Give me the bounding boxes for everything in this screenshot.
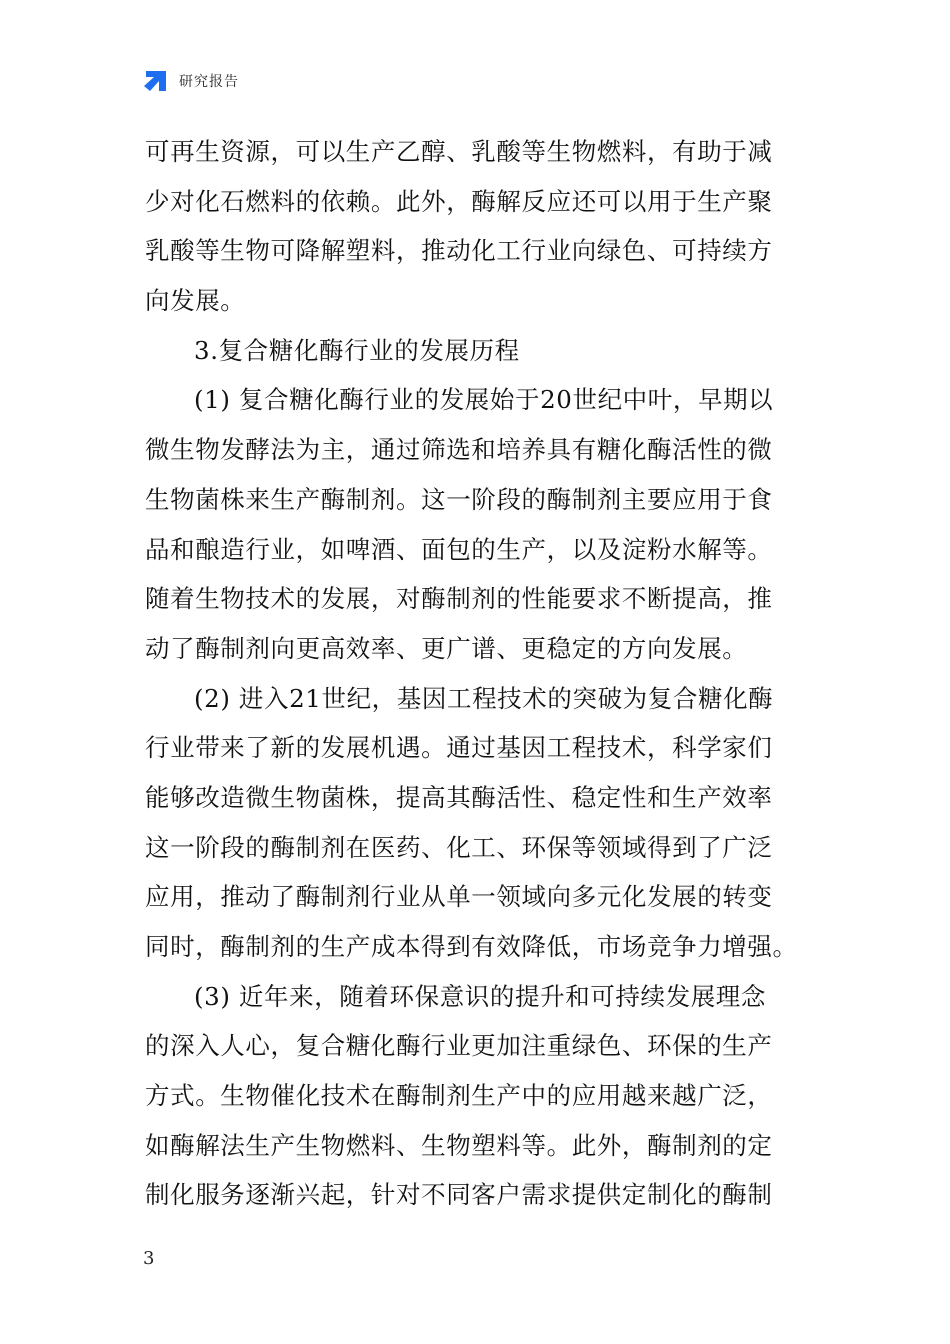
arrow-up-right-logo-icon <box>143 68 169 94</box>
document-body <box>145 127 810 1220</box>
text-line: 行业带来了新的发展机遇。通过基因工程技术，科学家们 <box>145 733 773 763</box>
text-line: 品和酿造行业，如啤酒、面包的生产，以及淀粉水解等。 <box>145 534 773 564</box>
text-line: 向发展。 <box>145 286 246 316</box>
page-number: 3 <box>143 1248 155 1269</box>
paragraph-1-start: (1) 复合糖化酶行业的发展始于20世纪中叶，早期以 <box>194 385 774 415</box>
text-line: 随着生物技术的发展，对酶制剂的性能要求不断提高，推 <box>145 584 773 614</box>
text-line: 微生物发酵法为主，通过筛选和培养具有糖化酶活性的微 <box>145 435 773 465</box>
text-line: 乳酸等生物可降解塑料，推动化工行业向绿色、可持续方 <box>145 236 773 266</box>
text-line: 应用，推动了酶制剂行业从单一领域向多元化发展的转变 <box>145 882 773 912</box>
header-title: 研究报告 <box>179 74 239 90</box>
text-line: 能够改造微生物菌株，提高其酶活性、稳定性和生产效率 <box>145 782 773 812</box>
text-line: 的深入人心，复合糖化酶行业更加注重绿色、环保的生产 <box>145 1031 773 1061</box>
text-line: 同时，酶制剂的生产成本得到有效降低，市场竞争力增强。 <box>145 932 798 961</box>
text-line: 少对化石燃料的依赖。此外，酶解反应还可以用于生产聚 <box>145 186 773 216</box>
text-line: 动了酶制剂向更高效率、更广谱、更稳定的方向发展。 <box>145 633 748 663</box>
text-line: 如酶解法生产生物燃料、生物塑料等。此外，酶制剂的定 <box>145 1130 773 1160</box>
text-line: 方式。生物催化技术在酶制剂生产中的应用越来越广泛， <box>145 1081 773 1111</box>
text-line: 这一阶段的酶制剂在医药、化工、环保等领域得到了广泛 <box>145 832 773 862</box>
text-line: 生物菌株来生产酶制剂。这一阶段的酶制剂主要应用于食 <box>145 484 773 514</box>
text-line: 可再生资源，可以生产乙醇、乳酸等生物燃料，有助于减 <box>145 137 773 166</box>
section-heading: 3.复合糖化酶行业的发展历程 <box>194 335 520 365</box>
paragraph-3-start: (3) 近年来，随着环保意识的提升和可持续发展理念 <box>194 981 766 1011</box>
text-line: 制化服务逐渐兴起，针对不同客户需求提供定制化的酶制 <box>145 1180 773 1210</box>
report-header <box>143 66 239 96</box>
paragraph-2-start: (2) 进入21世纪，基因工程技术的突破为复合糖化酶 <box>194 683 774 713</box>
